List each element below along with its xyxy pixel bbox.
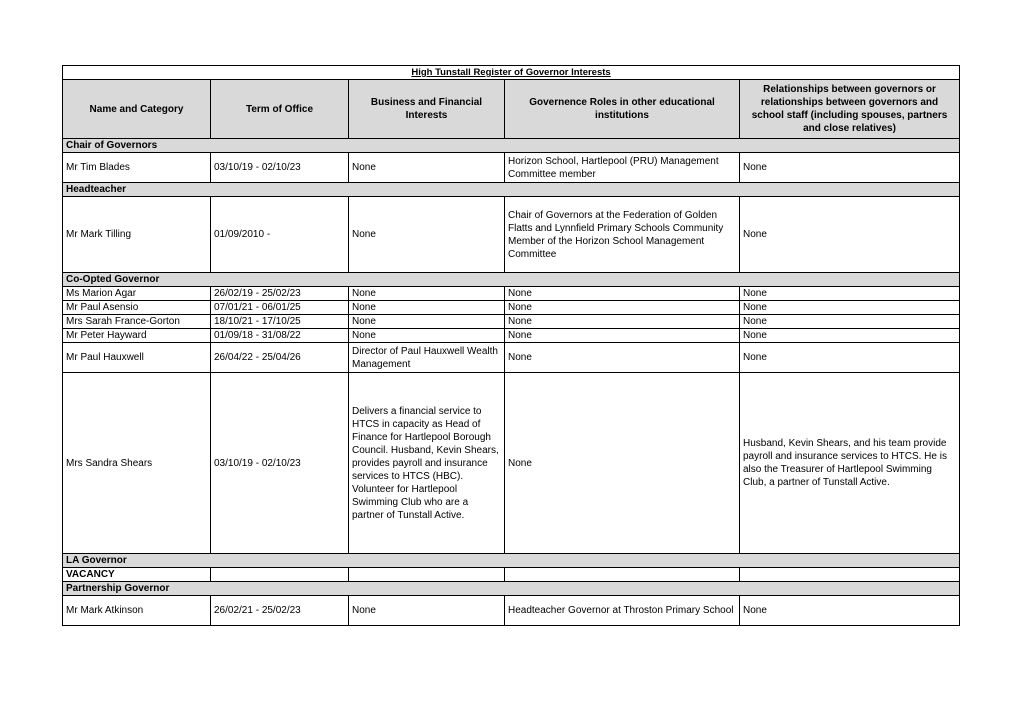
cell-term: 18/10/21 - 17/10/25 [211, 315, 349, 329]
col-header-governance: Governence Roles in other educational institutions [505, 80, 740, 139]
header-row [63, 80, 960, 139]
table-row [63, 315, 960, 329]
cell-name: Mr Mark Tilling [63, 197, 211, 273]
table-row [63, 287, 960, 301]
section-partnership: Partnership Governor [63, 582, 960, 596]
cell-name: Mr Peter Hayward [63, 329, 211, 343]
table-row [63, 343, 960, 373]
cell-governance: None [505, 373, 740, 554]
cell-governance: Horizon School, Hartlepool (PRU) Management Committee member [505, 153, 740, 183]
cell-relationships: None [740, 287, 960, 301]
cell-governance: None [505, 329, 740, 343]
col-header-business: Business and Financial Interests [349, 80, 505, 139]
cell-business: None [349, 287, 505, 301]
col-header-name: Name and Category [63, 80, 211, 139]
cell-relationships: None [740, 343, 960, 373]
table-row [63, 373, 960, 554]
cell-relationships: None [740, 197, 960, 273]
cell-business: None [349, 301, 505, 315]
cell-name: Mr Mark Atkinson [63, 596, 211, 626]
section-headteacher: Headteacher [63, 183, 960, 197]
cell-relationships: None [740, 153, 960, 183]
register-title: High Tunstall Register of Governor Interests [63, 66, 960, 80]
cell-governance: Chair of Governors at the Federation of Golden Flatts and Lynnfield Primary Schools Community Member of the Horizon School Management Committee [505, 197, 740, 273]
cell-term: 03/10/19 - 02/10/23 [211, 153, 349, 183]
cell-governance: Headteacher Governor at Throston Primary School [505, 596, 740, 626]
cell-business: Delivers a financial service to HTCS in capacity as Head of Finance for Hartlepool Borough Council. Husband, Kevin Shears, provides payroll and insurance services to HTCS (HBC). Volunteer for Hartlepool Swimming Club who are a partner of Tunstall Active. [349, 373, 505, 554]
section-la: LA Governor [63, 554, 960, 568]
cell-empty [211, 568, 349, 582]
cell-term: 26/02/21 - 25/02/23 [211, 596, 349, 626]
cell-business: None [349, 315, 505, 329]
cell-relationships: None [740, 301, 960, 315]
cell-name: Mr Tim Blades [63, 153, 211, 183]
cell-business: None [349, 329, 505, 343]
cell-empty [505, 568, 740, 582]
cell-term: 26/04/22 - 25/04/26 [211, 343, 349, 373]
cell-relationships: Husband, Kevin Shears, and his team provide payroll and insurance services to HTCS. He is also the Treasurer of Hartlepool Swimming Club, a partner of Tunstall Active. [740, 373, 960, 554]
section-row [63, 183, 960, 197]
cell-name: Mr Paul Asensio [63, 301, 211, 315]
register-table [62, 65, 960, 626]
table-row [63, 197, 960, 273]
col-header-term: Term of Office [211, 80, 349, 139]
section-row [63, 582, 960, 596]
cell-governance: None [505, 315, 740, 329]
table-row [63, 568, 960, 582]
cell-term: 03/10/19 - 02/10/23 [211, 373, 349, 554]
cell-term: 26/02/19 - 25/02/23 [211, 287, 349, 301]
cell-empty [349, 568, 505, 582]
cell-term: 01/09/18 - 31/08/22 [211, 329, 349, 343]
cell-governance: None [505, 343, 740, 373]
cell-vacancy: VACANCY [63, 568, 211, 582]
cell-name: Ms Marion Agar [63, 287, 211, 301]
table-row [63, 329, 960, 343]
cell-empty [740, 568, 960, 582]
table-row [63, 153, 960, 183]
cell-business: None [349, 197, 505, 273]
section-row [63, 554, 960, 568]
cell-name: Mrs Sandra Shears [63, 373, 211, 554]
section-coopted: Co-Opted Governor [63, 273, 960, 287]
section-row [63, 139, 960, 153]
col-header-relationships: Relationships between governors or relationships between governors and school staff (including spouses, partners and close relatives) [740, 80, 960, 139]
cell-relationships: None [740, 329, 960, 343]
cell-business: None [349, 596, 505, 626]
cell-business: Director of Paul Hauxwell Wealth Management [349, 343, 505, 373]
section-row [63, 273, 960, 287]
cell-governance: None [505, 301, 740, 315]
table-row [63, 301, 960, 315]
cell-name: Mrs Sarah France-Gorton [63, 315, 211, 329]
cell-business: None [349, 153, 505, 183]
cell-relationships: None [740, 315, 960, 329]
cell-term: 01/09/2010 - [211, 197, 349, 273]
cell-governance: None [505, 287, 740, 301]
table-row [63, 596, 960, 626]
cell-relationships: None [740, 596, 960, 626]
cell-name: Mr Paul Hauxwell [63, 343, 211, 373]
cell-term: 07/01/21 - 06/01/25 [211, 301, 349, 315]
governor-interests-register [62, 65, 959, 626]
section-chair: Chair of Governors [63, 139, 960, 153]
